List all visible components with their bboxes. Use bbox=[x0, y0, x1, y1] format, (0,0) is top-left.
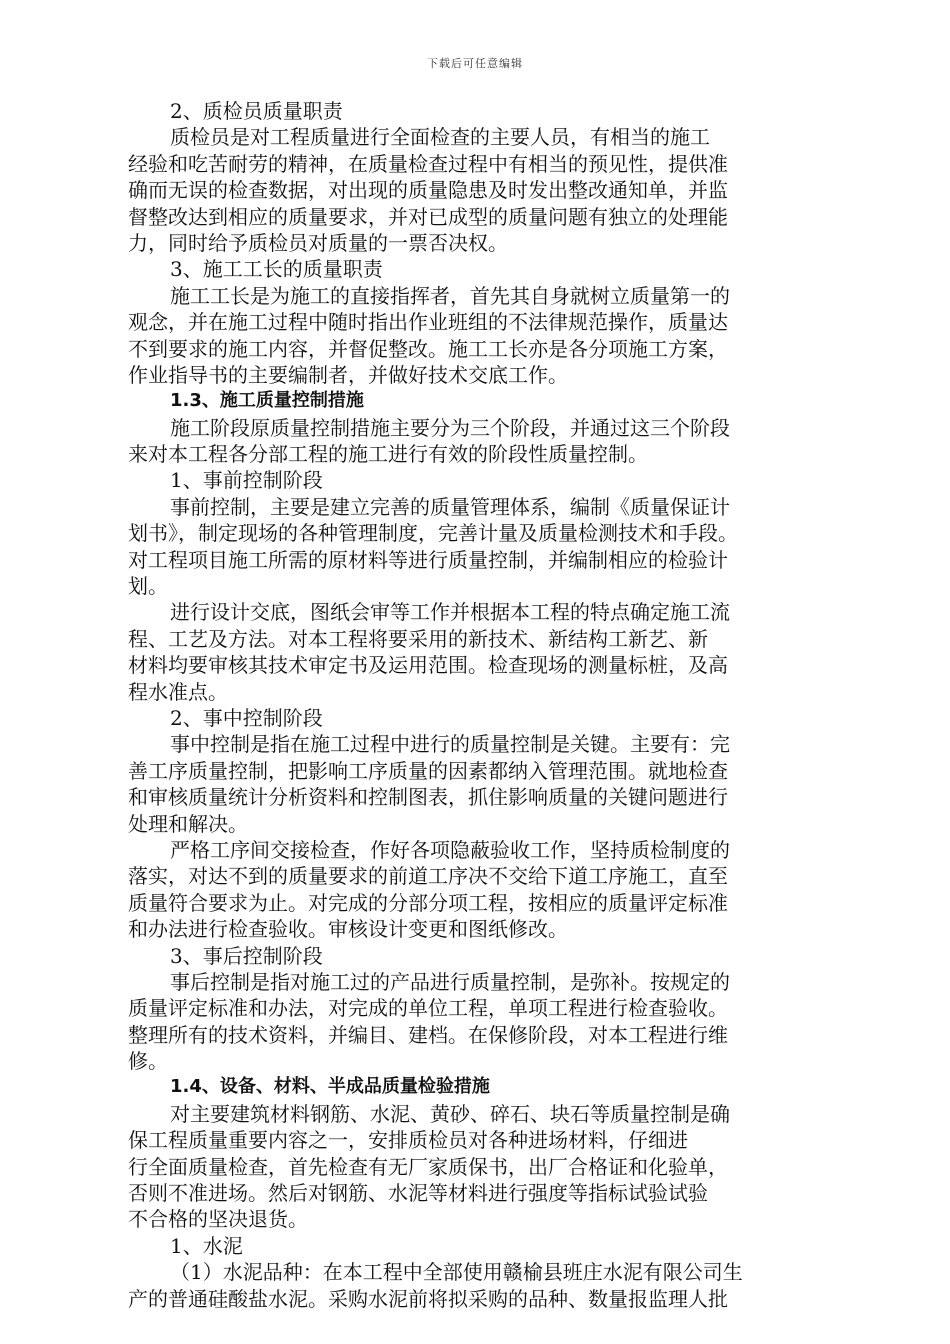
text-line: 质量符合要求为止。对完成的分部分项工程，按相应的质量评定标准 bbox=[128, 890, 728, 915]
text-line: 程、工艺及方法。对本工程将要采用的新技术、新结构工新艺、新 bbox=[128, 626, 708, 651]
text-line: 事后控制是指对施工过的产品进行质量控制，是弥补。按规定的 bbox=[170, 969, 730, 994]
text-line: 进行设计交底，图纸会审等工作并根据本工程的特点确定施工流 bbox=[170, 600, 730, 625]
text-line: 督整改达到相应的质量要求，并对已成型的质量问题有独立的处理能 bbox=[128, 204, 728, 229]
text-line: 3、施工工长的质量职责 bbox=[170, 257, 383, 282]
text-line: 质检员是对工程质量进行全面检查的主要人员，有相当的施工 bbox=[170, 125, 710, 150]
text-line: 事前控制，主要是建立完善的质量管理体系，编制《质量保证计 bbox=[170, 494, 730, 519]
text-line: 经验和吃苦耐劳的精神，在质量检查过程中有相当的预见性，提供准 bbox=[128, 151, 728, 176]
text-line: 对工程项目施工所需的原材料等进行质量控制，并编制相应的检验计 bbox=[128, 547, 728, 572]
text-line: 落实，对达不到的质量要求的前道工序决不交给下道工序施工，直至 bbox=[128, 864, 728, 889]
text-line: 和办法进行检查验收。审核设计变更和图纸修改。 bbox=[128, 917, 568, 942]
text-line: 3、事后控制阶段 bbox=[170, 943, 323, 968]
text-line: 处理和解决。 bbox=[128, 811, 248, 836]
text-line: 否则不准进场。然后对钢筋、水泥等材料进行强度等指标试验试验 bbox=[128, 1181, 708, 1206]
text-line: 作业指导书的主要编制者，并做好技术交底工作。 bbox=[128, 362, 568, 387]
text-line: 对主要建筑材料钢筋、水泥、黄砂、碎石、块石等质量控制是确 bbox=[170, 1101, 730, 1126]
section-heading: 1.3、施工质量控制措施 bbox=[170, 390, 364, 412]
text-line: 施工工长是为施工的直接指挥者，首先其自身就树立质量第一的 bbox=[170, 283, 730, 308]
section-heading: 1.4、设备、材料、半成品质量检验措施 bbox=[170, 1076, 490, 1098]
text-line: 整理所有的技术资料，并编目、建档。在保修阶段，对本工程进行维 bbox=[128, 1022, 728, 1047]
text-line: 不合格的坚决退货。 bbox=[128, 1207, 308, 1232]
page-header: 下载后可任意编辑 bbox=[427, 57, 523, 70]
text-line: 施工阶段原质量控制措施主要分为三个阶段，并通过这三个阶段 bbox=[170, 415, 730, 440]
text-line: 程水准点。 bbox=[128, 679, 228, 704]
text-line: 划书》，制定现场的各种管理制度，完善计量及质量检测技术和手段。 bbox=[128, 521, 738, 546]
text-line: 确而无误的检查数据，对出现的质量隐患及时发出整改通知单，并监 bbox=[128, 178, 728, 203]
text-line: 严格工序间交接检查，作好各项隐蔽验收工作，坚持质检制度的 bbox=[170, 837, 730, 862]
document-body bbox=[128, 98, 860, 1312]
text-line: 来对本工程各分部工程的施工进行有效的阶段性质量控制。 bbox=[128, 442, 648, 467]
text-line: 1、事前控制阶段 bbox=[170, 468, 323, 493]
text-line: 1、水泥 bbox=[170, 1233, 243, 1258]
text-line: 力，同时给予质检员对质量的一票否决权。 bbox=[128, 230, 508, 255]
text-line: 行全面质量检查，首先检查有无厂家质保书，出厂合格证和化验单， bbox=[128, 1154, 728, 1179]
text-line: 质量评定标准和办法，对完成的单位工程，单项工程进行检查验收。 bbox=[128, 996, 728, 1021]
text-line: 不到要求的施工内容，并督促整改。施工工长亦是各分项施工方案， bbox=[128, 336, 728, 361]
text-line: 材料均要审核其技术审定书及运用范围。检查现场的测量标桩，及高 bbox=[128, 653, 728, 678]
text-line: 修。 bbox=[128, 1049, 168, 1074]
text-line: 保工程质量重要内容之一，安排质检员对各种进场材料，仔细进 bbox=[128, 1128, 688, 1153]
text-line: 2、质检员质量职责 bbox=[170, 99, 343, 123]
text-line: （1）水泥品种：在本工程中全部使用赣榆县班庄水泥有限公司生 bbox=[170, 1260, 743, 1285]
text-line: 观念，并在施工过程中随时指出作业班组的不法律规范操作，质量达 bbox=[128, 310, 728, 335]
text-line: 产的普通硅酸盐水泥。采购水泥前将拟采购的品种、数量报监理人批 bbox=[128, 1286, 728, 1311]
text-line: 2、事中控制阶段 bbox=[170, 705, 323, 730]
text-line: 划。 bbox=[128, 574, 168, 599]
text-line: 善工序质量控制，把影响工序质量的因素都纳入管理范围。就地检查 bbox=[128, 758, 728, 783]
text-line: 和审核质量统计分析资料和控制图表，抓住影响质量的关键问题进行 bbox=[128, 785, 728, 810]
text-line: 事中控制是指在施工过程中进行的质量控制是关键。主要有：完 bbox=[170, 732, 730, 757]
